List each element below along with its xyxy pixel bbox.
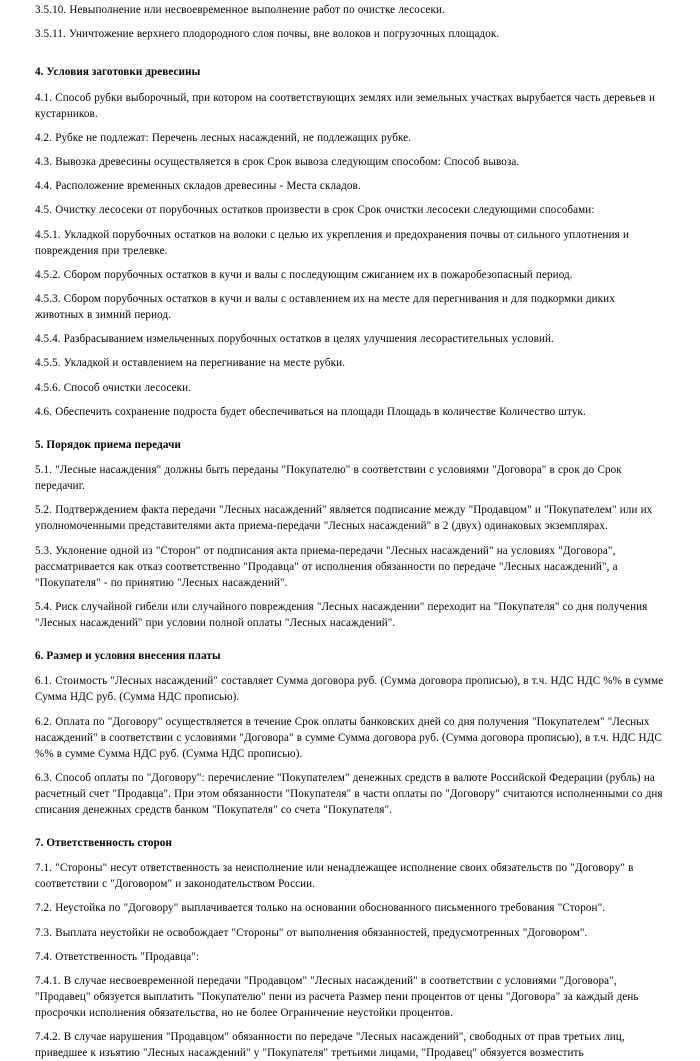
clause-paragraph-5.2: 5.2. Подтверждением факта передачи "Лесных насаждений" является подписание между "Продавцом" и "Покупателем" или их уполномоченными представителями акта приема-передачи "Лесных насаждений" в 2 (двух) одинаковых экземплярах. bbox=[35, 504, 653, 533]
clause-paragraph-7.4.1: 7.4.1. В случае несвоевременной передачи "Продавцом" "Лесных насаждений" в соответствии с условиями "Договора", "Продавец" обязуется выплатить "Покупателю" пени из расчета Размер пени процентов от цены "Договора" за каждый день просрочки исполнения обязательства, но не более Ограничение неустойки процентов. bbox=[35, 974, 639, 1019]
clause-paragraph-5.4: 5.4. Риск случайной гибели или случайного повреждения "Лесных насаждении" переходит на "Покупателя" со дня получения "Лесных насаждений" при условии полной оплаты "Лесных насаждений". bbox=[35, 600, 648, 629]
clause-paragraph-7.3: 7.3. Выплата неустойки не освобождает "Стороны" от выполнения обязанностей, предусмотренных "Договором". bbox=[35, 926, 588, 939]
document-body bbox=[35, 2, 666, 1061]
clause-paragraph-7.1: 7.1. "Стороны" несут ответственность за неисполнение или ненадлежащее исполнение своих обязательств по "Договору" в соответствии с "Договором" и законодательством России. bbox=[35, 862, 634, 891]
clause-paragraph-6.1: 6.1. Стоимость "Лесных насаждений" составляет Сумма договора руб. (Сумма договора прописью), в т.ч. НДС НДС %% в сумме Сумма НДС руб. (Сумма НДС прописью). bbox=[35, 675, 664, 704]
clause-paragraph-4.3: 4.3. Вывозка древесины осуществляется в срок Срок вывоза следующим способом: Способ вывоза. bbox=[35, 156, 520, 169]
clause-paragraph-4.1: 4.1. Способ рубки выборочный, при котором на соответствующих землях или земельных участках вырубается часть деревьев и кустарников. bbox=[35, 91, 656, 120]
section-heading-5: 5. Порядок приема передачи bbox=[35, 438, 181, 451]
clause-paragraph-3.5.10: 3.5.10. Невыполнение или несвоевременное выполнение работ по очистке лесосеки. bbox=[35, 4, 445, 16]
clause-paragraph-7.4: 7.4. Ответственность "Продавца": bbox=[35, 950, 200, 963]
clause-paragraph-7.4.2: 7.4.2. В случае нарушения "Продавцом" обязанности по передаче "Лесных насаждений", свободных от прав третьих лиц, приведшее к изъятию "Лесных насаждений" у "Покупателя" третьими лицами, "Продавец" обязуется возместить bbox=[35, 1031, 625, 1060]
clause-paragraph-4.4: 4.4. Расположение временных складов древесины - Места складов. bbox=[35, 180, 361, 193]
clause-paragraph-4.6: 4.6. Обеспечить сохранение подроста будет обеспечиваться на площади Площадь в количестве Количество штук. bbox=[35, 405, 586, 418]
clause-paragraph-7.2: 7.2. Неустойка по "Договору" выплачивается только на основании обоснованного письменного требования "Сторон". bbox=[35, 902, 606, 915]
clause-paragraph-4.5.2: 4.5.2. Сбором порубочных остатков в кучи и валы с последующим сжиганием их в пожаробезопасный период. bbox=[35, 268, 573, 281]
clause-paragraph-4.5: 4.5. Очистку лесосеки от порубочных остатков произвести в срок Срок очистки лесосеки следующими способами: bbox=[35, 204, 595, 217]
clause-paragraph-5.3: 5.3. Уклонение одной из "Сторон" от подписания акта приема-передачи "Лесных насаждений" на условиях "Договора", рассматривается как отказ соответственно "Продавца" от исполнения обязанности по передаче "Лесных насаждений", а "Покупателя" - по принятию "Лесных насаждений". bbox=[35, 544, 618, 589]
clause-paragraph-6.3: 6.3. Способ оплаты по "Договору": перечисление "Покупателем" денежных средств в валюте Российской Федерации (рубль) на расчетный счет "Продавца". При этом обязанности "Покупателя" в части оплаты по "Договору" считаются исполненными со дня списания денежных средств банком "Покупателя" со счета "Покупателя". bbox=[35, 771, 663, 816]
clause-paragraph-4.5.3: 4.5.3. Сбором порубочных остатков в кучи и валы с оставлением их на месте для перегнивания и для подкормки диких животных в зимний период. bbox=[35, 293, 615, 321]
clause-paragraph-4.5.5: 4.5.5. Укладкой и оставлением на перегнивание на месте рубки. bbox=[35, 357, 346, 370]
clause-paragraph-6.2: 6.2. Оплата по "Договору" осуществляется в течение Срок оплаты банковских дней со дня получения "Покупателем" "Лесных насаждений" в соответствии с условиями "Договора" в сумме Сумма договора руб. (Сумма договора прописью), в т.ч. НДС НДС %% в сумме Сумма НДС руб. (Сумма НДС прописью). bbox=[35, 715, 662, 760]
section-heading-7: 7. Ответственность сторон bbox=[35, 836, 172, 849]
clause-paragraph-4.2: 4.2. Рубке не подлежат: Перечень лесных насаждений, не подлежащих рубке. bbox=[35, 131, 412, 144]
clause-paragraph-3.5.11: 3.5.11. Уничтожение верхнего плодородного слоя почвы, вне волоков и погрузочных площадок. bbox=[35, 28, 500, 41]
section-heading-6: 6. Размер и условия внесения платы bbox=[35, 649, 221, 662]
section-heading-4: 4. Условия заготовки древесины bbox=[35, 66, 201, 79]
clause-paragraph-4.5.1: 4.5.1. Укладкой порубочных остатков на волоки с целью их укрепления и предохранения почвы от сильного уплотнения и повреждения при трелевке. bbox=[35, 228, 630, 257]
clause-paragraph-4.5.6: 4.5.6. Способ очистки лесосеки. bbox=[35, 381, 192, 394]
clause-paragraph-5.1: 5.1. "Лесные насаждения" должны быть переданы "Покупателю" в соответствии с условиями "Договора" в срок до Срок передачиг. bbox=[35, 464, 622, 493]
clause-paragraph-4.5.4: 4.5.4. Разбрасыванием измельченных порубочных остатков в целях улучшения лесорастительных условий. bbox=[35, 333, 554, 346]
